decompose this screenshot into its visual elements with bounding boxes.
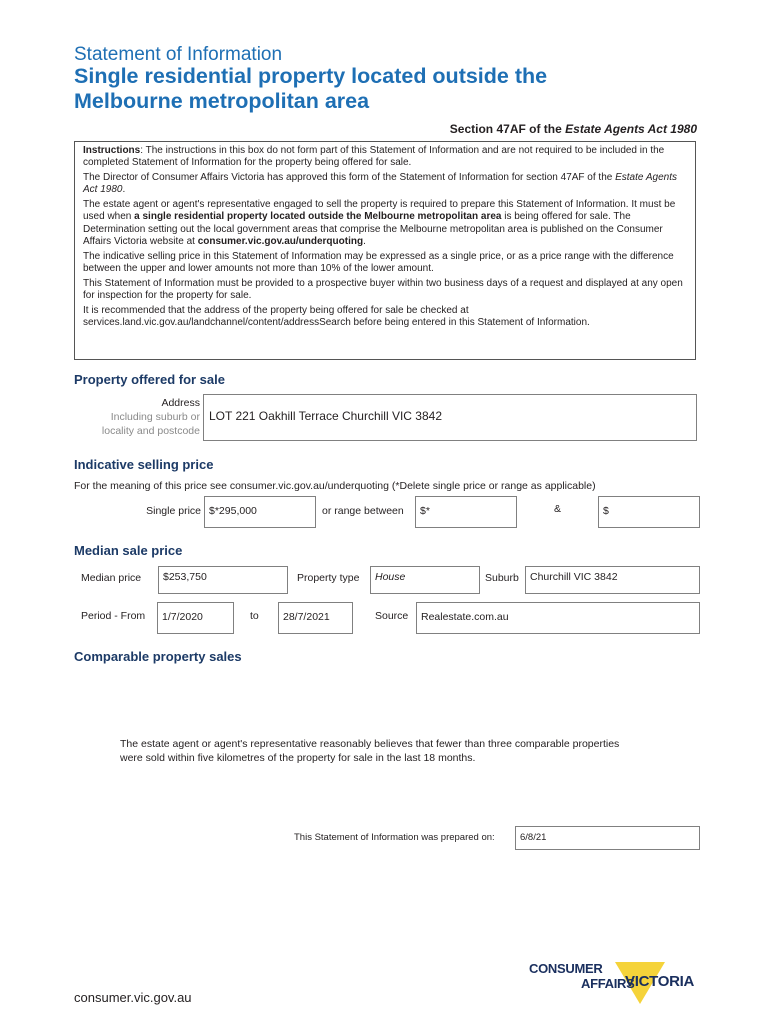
address-hint-2: locality and postcode [101,425,200,437]
document-title [74,64,694,114]
instructions-p6: It is recommended that the address of the property being offered for sale be checked at services.land.vic.gov.au/landchannel/content/addressSearch before being entered in this Statement of Information. [83,304,590,328]
instructions-p3-bold: a single residential property located outside the Melbourne metropolitan area [134,211,502,223]
period-to-field[interactable]: 28/7/2021 [278,602,353,634]
section-reference [450,122,697,136]
comparable-heading: Comparable property sales [74,649,242,664]
instructions-p4: The indicative selling price in this Statement of Information may be expressed as a single price, or as a price range with the difference between the upper and lower amounts not more than 10% of the lower amount. [83,250,674,274]
address-label-group [102,396,200,438]
instructions-p2-end: . [122,184,126,196]
suburb-label: Suburb [485,572,519,584]
range-label: or range between [322,505,404,517]
section-prefix: Section 47AF of the [449,122,562,136]
instructions-box [74,141,696,360]
property-type-field[interactable]: House [370,566,480,594]
range-high-field[interactable]: $ [598,496,700,528]
range-ampersand: & [554,503,562,515]
comparable-text-line-2: were sold within five kilometres of the property for sale in the last 18 months. [120,752,476,764]
property-heading: Property offered for sale [74,372,225,387]
single-price-label: Single price [146,505,201,517]
consumer-affairs-victoria-logo [527,960,707,1005]
property-type-label: Property type [297,572,360,584]
instructions-p3-b: is being offered for sale. The Determination setting out the local government areas that comprise the Melbourne metropolitan area is published on the Consumer Affairs Victoria website at [83,211,663,247]
range-low-field[interactable]: $* [415,496,517,528]
address-field[interactable]: LOT 221 Oakhill Terrace Churchill VIC 3842 [203,394,697,441]
section-act: Estate Agents Act 1980 [565,122,697,136]
source-field[interactable]: Realestate.com.au [416,602,700,634]
address-label: Address [161,397,200,409]
logo-text-victoria: VICTORIA [625,973,694,990]
instructions-p5: This Statement of Information must be provided to a prospective buyer within two business days of a request and displayed at any open for inspection for the property for sale. [83,277,683,301]
comparable-text-line-1: The estate agent or agent's representative reasonably believes that fewer than three comparable properties [120,738,620,750]
title-line-1: Single residential property located outside the [74,64,548,88]
indicative-heading: Indicative selling price [74,457,214,472]
single-price-field[interactable]: $*295,000 [204,496,316,528]
instructions-p2-text: The Director of Consumer Affairs Victoria has approved this form of the Statement of Information for section 47AF of the [83,171,616,183]
title-line-2: Melbourne metropolitan area [74,89,370,113]
document-supertitle: Statement of Information [74,44,283,65]
instructions-p1 [83,145,687,170]
median-heading: Median sale price [74,543,183,558]
address-hint-1: Including suburb or [110,411,200,423]
median-price-label: Median price [81,572,142,584]
footer-url[interactable]: consumer.vic.gov.au [74,990,192,1005]
period-from-field[interactable]: 1/7/2020 [157,602,234,634]
logo-text-consumer: CONSUMER [529,961,603,976]
period-from-label: Period - From [81,610,146,622]
comparable-text [120,737,619,765]
instructions-p3-a: The estate agent or agent's representative engaged to sell the property is required to prepare this Statement of Information. It must be used when [83,198,676,223]
prepared-on-field[interactable]: 6/8/21 [515,826,700,850]
median-price-field[interactable]: $253,750 [158,566,288,594]
suburb-field[interactable]: Churchill VIC 3842 [525,566,700,594]
instructions-p1-text: : The instructions in this box do not form part of this Statement of Information and are not required to be included in the completed Statement of Information for the property being offered for sale. [83,145,665,169]
source-label: Source [375,610,409,622]
instructions-p3-end: . [363,235,366,247]
instructions-label: Instructions [83,145,141,156]
indicative-note: For the meaning of this price see consumer.vic.gov.au/underquoting (*Delete single price or range as applicable) [74,480,596,492]
logo-text-affairs: AFFAIRS [581,976,635,991]
prepared-on-label: This Statement of Information was prepared on: [294,832,495,843]
instructions-p2-act: Estate Agents Act 1980 [83,171,677,196]
instructions-p2 [83,172,687,197]
period-to-label: to [250,610,259,622]
instructions-p3 [83,199,687,248]
underquoting-link[interactable]: consumer.vic.gov.au/underquoting [197,235,364,247]
